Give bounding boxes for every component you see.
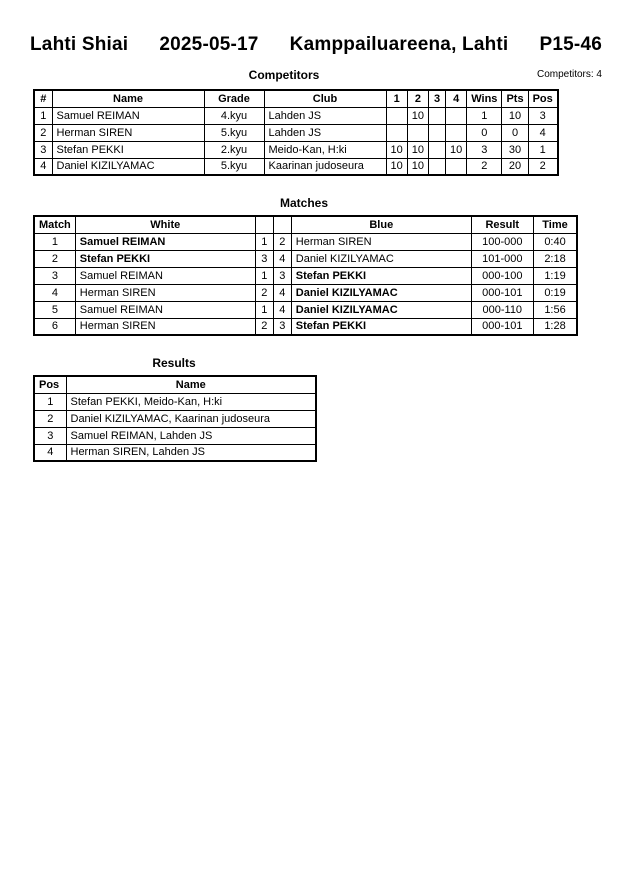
- points-cell: 30: [502, 141, 528, 158]
- competitor-club-cell: Kaarinan judoseura: [264, 158, 386, 175]
- white-number-cell: 1: [255, 233, 273, 250]
- position-cell: 1: [528, 141, 558, 158]
- blue-number-cell: 4: [273, 250, 291, 267]
- competitor-grade-cell: 5.kyu: [204, 158, 264, 175]
- blue-name-cell: Stefan PEKKI: [291, 318, 471, 335]
- results-table: [33, 375, 317, 462]
- results-header-row: [34, 376, 316, 393]
- table-row: [34, 284, 577, 301]
- white-number-cell: 1: [255, 301, 273, 318]
- competitor-name-cell: Stefan PEKKI: [52, 141, 204, 158]
- score-vs-3-cell: [429, 141, 446, 158]
- competitor-grade-cell: 5.kyu: [204, 124, 264, 141]
- blue-number-cell: 3: [273, 267, 291, 284]
- column-header: [255, 216, 273, 233]
- points-cell: 10: [502, 107, 528, 124]
- position-cell: 2: [528, 158, 558, 175]
- matches-table: [33, 215, 578, 336]
- white-number-cell: 1: [255, 267, 273, 284]
- column-header: 2: [407, 90, 428, 107]
- time-cell: 0:40: [533, 233, 577, 250]
- table-row: [34, 410, 316, 427]
- final-position-cell: 3: [34, 427, 66, 444]
- table-row: [34, 444, 316, 461]
- position-cell: 4: [528, 124, 558, 141]
- page-title: [30, 34, 602, 56]
- time-cell: 1:19: [533, 267, 577, 284]
- final-name-cell: Daniel KIZILYAMAC, Kaarinan judoseura: [66, 410, 316, 427]
- blue-name-cell: Daniel KIZILYAMAC: [291, 284, 471, 301]
- results-table-body: [34, 393, 316, 461]
- table-row: [34, 107, 558, 124]
- time-cell: 1:56: [533, 301, 577, 318]
- points-cell: 20: [502, 158, 528, 175]
- category-code: P15-46: [539, 34, 602, 55]
- wins-cell: 3: [467, 141, 502, 158]
- final-position-cell: 1: [34, 393, 66, 410]
- match-number-cell: 5: [34, 301, 75, 318]
- table-row: [34, 233, 577, 250]
- result-cell: 000-100: [471, 267, 533, 284]
- blue-name-cell: Herman SIREN: [291, 233, 471, 250]
- score-vs-4-cell: [446, 124, 467, 141]
- score-vs-2-cell: 10: [407, 158, 428, 175]
- table-row: [34, 393, 316, 410]
- wins-cell: 1: [467, 107, 502, 124]
- table-row: [34, 301, 577, 318]
- column-header: 3: [429, 90, 446, 107]
- white-number-cell: 3: [255, 250, 273, 267]
- table-row: [34, 124, 558, 141]
- competitor-grade-cell: 4.kyu: [204, 107, 264, 124]
- column-header: Pts: [502, 90, 528, 107]
- column-header: 1: [386, 90, 407, 107]
- white-name-cell: Samuel REIMAN: [75, 233, 255, 250]
- competitors-header-row: [34, 90, 558, 107]
- competitor-club-cell: Meido-Kan, H:ki: [264, 141, 386, 158]
- competitor-number-cell: 4: [34, 158, 52, 175]
- final-position-cell: 4: [34, 444, 66, 461]
- competitors-table-body: [34, 107, 558, 175]
- table-row: [34, 158, 558, 175]
- score-vs-1-cell: 10: [386, 158, 407, 175]
- competitor-club-cell: Lahden JS: [264, 124, 386, 141]
- time-cell: 1:28: [533, 318, 577, 335]
- table-row: [34, 427, 316, 444]
- matches-table-body: [34, 233, 577, 335]
- time-cell: 2:18: [533, 250, 577, 267]
- match-number-cell: 6: [34, 318, 75, 335]
- score-vs-4-cell: [446, 158, 467, 175]
- column-header: Pos: [34, 376, 66, 393]
- white-name-cell: Stefan PEKKI: [75, 250, 255, 267]
- blue-number-cell: 4: [273, 284, 291, 301]
- score-vs-1-cell: [386, 124, 407, 141]
- position-cell: 3: [528, 107, 558, 124]
- column-header: Grade: [204, 90, 264, 107]
- match-number-cell: 1: [34, 233, 75, 250]
- score-vs-2-cell: [407, 124, 428, 141]
- competitors-count-label: Competitors: 4: [536, 69, 602, 80]
- result-cell: 100-000: [471, 233, 533, 250]
- score-vs-4-cell: 10: [446, 141, 467, 158]
- blue-number-cell: 2: [273, 233, 291, 250]
- wins-cell: 0: [467, 124, 502, 141]
- time-cell: 0:19: [533, 284, 577, 301]
- competitors-heading: Competitors: [248, 68, 320, 82]
- score-vs-3-cell: [429, 107, 446, 124]
- competitors-table: [33, 89, 559, 176]
- column-header: 4: [446, 90, 467, 107]
- column-header: Blue: [291, 216, 471, 233]
- result-cell: 101-000: [471, 250, 533, 267]
- results-heading: Results: [152, 356, 196, 370]
- white-number-cell: 2: [255, 284, 273, 301]
- competitor-name-cell: Samuel REIMAN: [52, 107, 204, 124]
- score-vs-2-cell: 10: [407, 107, 428, 124]
- table-row: [34, 267, 577, 284]
- final-name-cell: Stefan PEKKI, Meido-Kan, H:ki: [66, 393, 316, 410]
- score-vs-4-cell: [446, 107, 467, 124]
- score-vs-1-cell: 10: [386, 141, 407, 158]
- final-name-cell: Samuel REIMAN, Lahden JS: [66, 427, 316, 444]
- event-date: 2025-05-17: [159, 34, 259, 55]
- column-header: Name: [52, 90, 204, 107]
- match-number-cell: 3: [34, 267, 75, 284]
- matches-heading: Matches: [279, 196, 329, 210]
- column-header: Wins: [467, 90, 502, 107]
- result-cell: 000-101: [471, 284, 533, 301]
- column-header: Result: [471, 216, 533, 233]
- white-name-cell: Samuel REIMAN: [75, 267, 255, 284]
- blue-name-cell: Daniel KIZILYAMAC: [291, 301, 471, 318]
- competitor-name-cell: Herman SIREN: [52, 124, 204, 141]
- column-header: [273, 216, 291, 233]
- competitor-number-cell: 1: [34, 107, 52, 124]
- score-vs-3-cell: [429, 158, 446, 175]
- column-header: Name: [66, 376, 316, 393]
- column-header: Time: [533, 216, 577, 233]
- table-row: [34, 141, 558, 158]
- column-header: #: [34, 90, 52, 107]
- column-header: Club: [264, 90, 386, 107]
- event-venue: Kamppailuareena, Lahti: [289, 34, 509, 55]
- blue-number-cell: 3: [273, 318, 291, 335]
- final-name-cell: Herman SIREN, Lahden JS: [66, 444, 316, 461]
- column-header: White: [75, 216, 255, 233]
- competitors-header-band: [0, 68, 630, 84]
- event-name: Lahti Shiai: [30, 34, 129, 55]
- white-name-cell: Herman SIREN: [75, 318, 255, 335]
- final-position-cell: 2: [34, 410, 66, 427]
- score-vs-3-cell: [429, 124, 446, 141]
- blue-name-cell: Stefan PEKKI: [291, 267, 471, 284]
- competitor-grade-cell: 2.kyu: [204, 141, 264, 158]
- wins-cell: 2: [467, 158, 502, 175]
- competitor-name-cell: Daniel KIZILYAMAC: [52, 158, 204, 175]
- blue-number-cell: 4: [273, 301, 291, 318]
- points-cell: 0: [502, 124, 528, 141]
- competitor-club-cell: Lahden JS: [264, 107, 386, 124]
- blue-name-cell: Daniel KIZILYAMAC: [291, 250, 471, 267]
- match-number-cell: 4: [34, 284, 75, 301]
- match-number-cell: 2: [34, 250, 75, 267]
- table-row: [34, 318, 577, 335]
- competitor-number-cell: 2: [34, 124, 52, 141]
- score-vs-1-cell: [386, 107, 407, 124]
- result-cell: 000-110: [471, 301, 533, 318]
- table-row: [34, 250, 577, 267]
- white-number-cell: 2: [255, 318, 273, 335]
- matches-header-row: [34, 216, 577, 233]
- competitor-number-cell: 3: [34, 141, 52, 158]
- white-name-cell: Herman SIREN: [75, 284, 255, 301]
- white-name-cell: Samuel REIMAN: [75, 301, 255, 318]
- column-header: Match: [34, 216, 75, 233]
- result-cell: 000-101: [471, 318, 533, 335]
- score-vs-2-cell: 10: [407, 141, 428, 158]
- column-header: Pos: [528, 90, 558, 107]
